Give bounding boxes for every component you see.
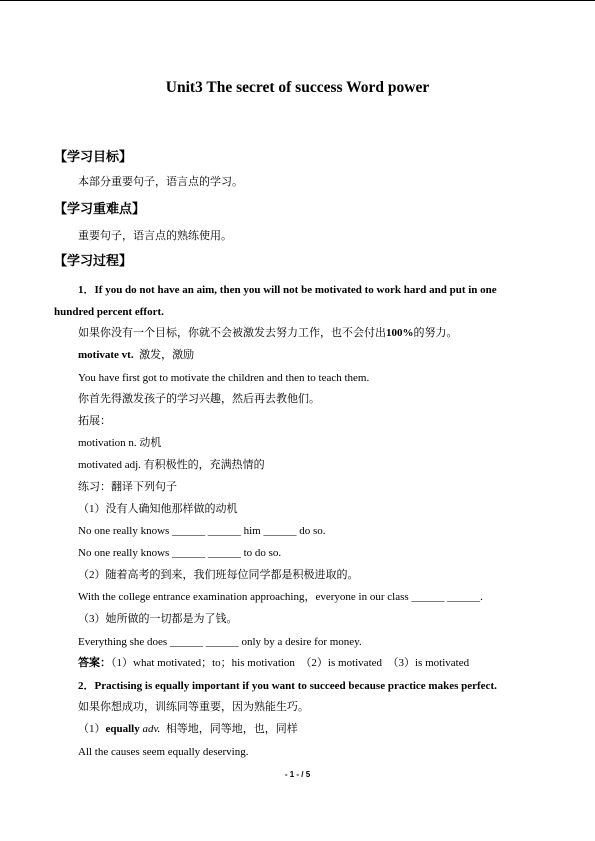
item1-translation [78, 326, 458, 340]
item2-word-meaning: 相等地，同等地，也，同样 [165, 723, 298, 735]
item1-translation-bold: 100% [386, 327, 414, 339]
page-number: - 1 - / 5 [284, 770, 311, 779]
item1-expand-2: motivated adj. 有积极性的，充满热情的 [78, 459, 265, 471]
key-points-text: 重要句子，语言点的熟练使用。 [78, 230, 232, 242]
item1-question-2: （2）随着高考的到来，我们班每位同学都是积极进取的。 [78, 569, 359, 581]
answer-text: （1）what motivated；to；his motivation （2）is motivated （3）is motivated [111, 657, 470, 669]
item2-translation: 如果你想成功，训练同等重要，因为熟能生巧。 [78, 701, 309, 713]
document-title: Unit3 The secret of success Word power [165, 79, 430, 96]
item1-question-3-a: Everything she does ______ ______ only by a desire for money. [78, 636, 362, 648]
item1-answer [78, 656, 469, 670]
item2-word-prefix: （1） [78, 723, 106, 735]
item1-translation-part1: 如果你没有一个目标，你就不会被激发去努力工作，也不会付出 [78, 327, 386, 339]
item1-word-meaning: 激发，激励 [139, 349, 195, 361]
section-heading-key-points: 【学习重难点】 [54, 202, 146, 217]
item1-sentence-line2: hundred percent effort. [54, 306, 164, 318]
item2-example-en: All the causes seem equally deserving. [78, 746, 249, 758]
item1-practice-label: 练习：翻译下列句子 [78, 481, 177, 493]
item1-word-entry [78, 348, 194, 362]
item2-word-pos: adv. [142, 723, 161, 735]
item1-question-1-a: No one really knows ______ ______ him ______ do so. [78, 525, 326, 537]
item1-question-2-a: With the college entrance examination approaching，everyone in our class ______ ______. [78, 591, 483, 603]
item1-sentence-line1: 1．If you do not have an aim, then you will not be motivated to work hard and put in one [78, 284, 497, 296]
item2-sentence: 2．Practising is equally important if you want to succeed because practice makes perfect. [78, 680, 497, 692]
item1-example-en: You have first got to motivate the children and then to teach them. [78, 372, 370, 384]
item1-example-cn: 你首先得激发孩子的学习兴趣，然后再去教他们。 [78, 393, 320, 405]
objectives-text: 本部分重要句子，语言点的学习。 [78, 176, 243, 188]
item1-expand-label: 拓展： [78, 415, 111, 427]
item1-question-3: （3）她所做的一切都是为了钱。 [78, 613, 238, 625]
page-top-rule [0, 0, 595, 1]
item1-expand-1: motivation n. 动机 [78, 437, 162, 449]
item2-word: equally [105, 723, 140, 735]
section-heading-objectives: 【学习目标】 [54, 150, 133, 165]
section-heading-process: 【学习过程】 [54, 254, 133, 269]
item1-word: motivate vt. [78, 349, 134, 361]
item1-translation-part2: 的努力。 [413, 327, 458, 339]
item1-question-1-b: No one really knows ______ ______ to do so. [78, 547, 282, 559]
item1-question-1: （1）没有人确知他那样做的动机 [78, 503, 238, 515]
item2-word-entry [78, 722, 298, 736]
answer-label: 答案： [78, 657, 111, 669]
